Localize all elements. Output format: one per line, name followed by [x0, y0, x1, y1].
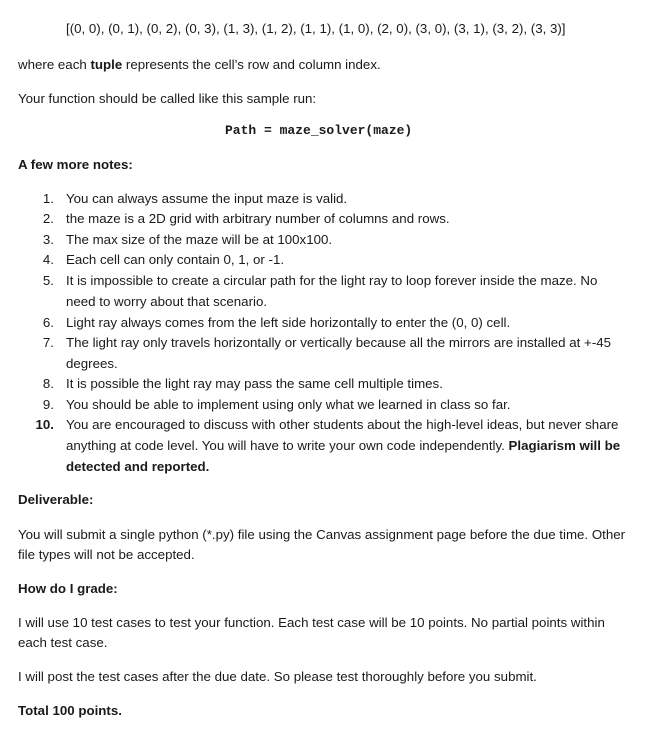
deliverable-text: You will submit a single python (*.py) file using the Canvas assignment page before the due time. Other	[18, 527, 626, 542]
list-number: 7.	[42, 335, 54, 350]
list-number: 10.	[35, 417, 54, 432]
total-points: Total 100 points.	[18, 703, 122, 718]
grade-heading: How do I grade:	[18, 581, 118, 596]
list-number: 6.	[42, 315, 54, 330]
list-number: 1.	[42, 191, 54, 206]
list-text: Each cell can only contain 0, 1, or -1.	[66, 252, 285, 267]
list-number: 3.	[42, 232, 54, 247]
grade-text-continued: each test case.	[18, 635, 108, 650]
list-text: The max size of the maze will be at 100x100.	[66, 232, 333, 247]
deliverable-text-continued: file types will not be accepted.	[18, 547, 195, 562]
list-number: 5.	[42, 273, 54, 288]
list-text-continued: anything at code level. You will have to write your own code independently. Plagiarism will be	[66, 438, 621, 453]
grade-text: I will use 10 test cases to test your function. Each test case will be 10 points. No partial points within	[18, 615, 605, 630]
list-number: 8.	[42, 376, 54, 391]
code-sample: Path = maze_solver(maze)	[225, 123, 413, 138]
list-text: It is impossible to create a circular path for the light ray to loop forever inside the maze. No	[66, 273, 598, 288]
example-path-list: [(0, 0), (0, 1), (0, 2), (0, 3), (1, 3), (1, 2), (1, 1), (1, 0), (2, 0), (3, 0), (3, 1), (3, 2), (3, 3)]	[66, 21, 566, 36]
post-test-cases-note: I will post the test cases after the due date. So please test thoroughly before you submit.	[18, 669, 537, 684]
tuple-explanation: where each tuple represents the cell’s row and column index.	[18, 57, 381, 72]
list-text: You should be able to implement using only what we learned in class so far.	[66, 397, 511, 412]
list-text-continued: need to worry about that scenario.	[66, 294, 268, 309]
list-number: 4.	[42, 252, 54, 267]
list-number: 2.	[42, 211, 54, 226]
call-intro: Your function should be called like this sample run:	[18, 91, 317, 106]
plagiarism-warning: Plagiarism will be	[508, 438, 621, 453]
list-text: The light ray only travels horizontally or vertically because all the mirrors are installed at +-45	[66, 335, 612, 350]
list-text: You can always assume the input maze is valid.	[66, 191, 348, 206]
list-number: 9.	[42, 397, 54, 412]
list-text: It is possible the light ray may pass the same cell multiple times.	[66, 376, 443, 391]
list-text: You are encouraged to discuss with other students about the high-level ideas, but never share	[66, 417, 619, 432]
deliverable-heading: Deliverable:	[18, 492, 94, 507]
list-text-continued: degrees.	[66, 356, 118, 371]
tuple-keyword: tuple	[90, 57, 123, 72]
list-text: Light ray always comes from the left side horizontally to enter the (0, 0) cell.	[66, 315, 511, 330]
notes-heading: A few more notes:	[18, 157, 133, 172]
plagiarism-warning-continued: detected and reported.	[66, 459, 210, 474]
list-text: the maze is a 2D grid with arbitrary number of columns and rows.	[66, 211, 450, 226]
